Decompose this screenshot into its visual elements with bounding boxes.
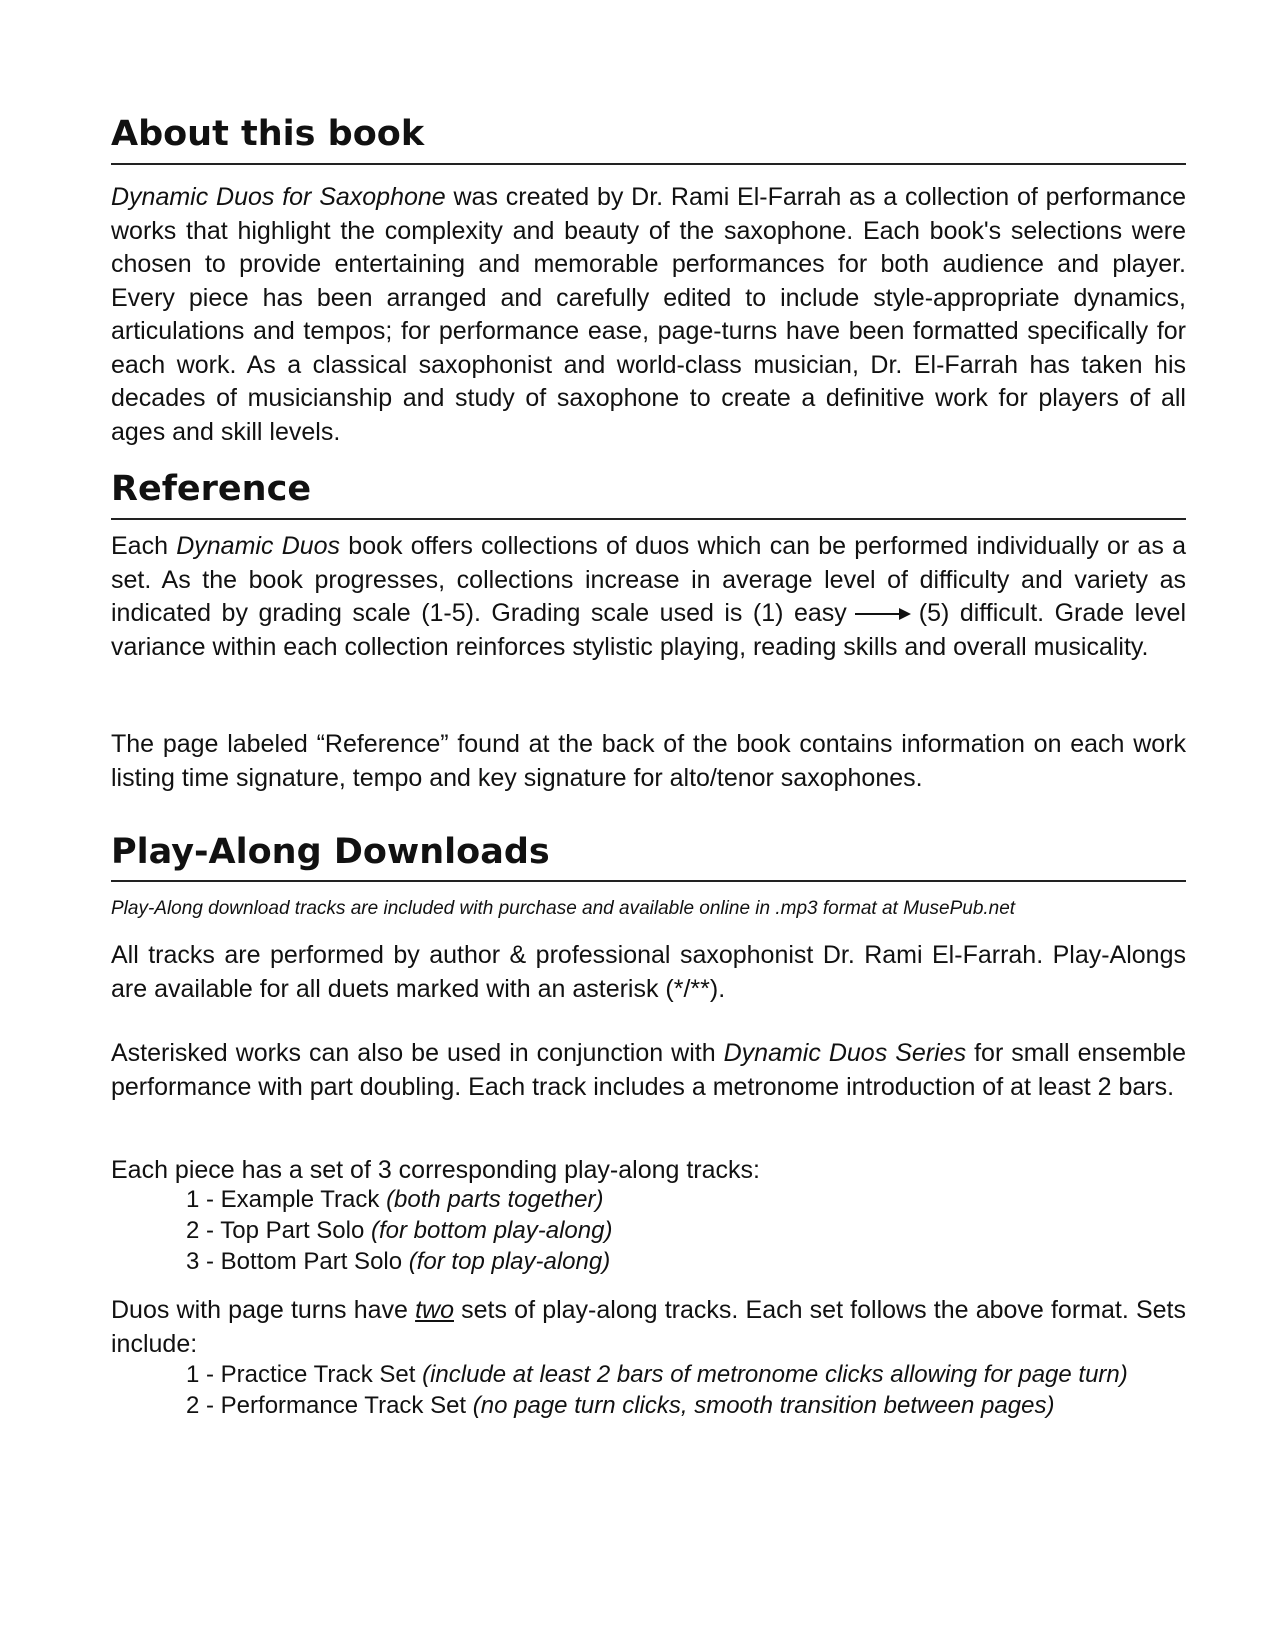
series-title: Dynamic Duos bbox=[176, 532, 341, 560]
playalong-heading: Play-Along Downloads bbox=[111, 832, 550, 872]
about-rule bbox=[111, 163, 1186, 165]
arrow-right-icon bbox=[853, 607, 913, 621]
playalong-paragraph-4 bbox=[111, 1294, 1186, 1361]
list-item bbox=[186, 1390, 1261, 1421]
set-note: (no page turn clicks, smooth transition between pages) bbox=[472, 1392, 1055, 1419]
reference-paragraph-2: The page labeled “Reference” found at the back of the book contains information on each work listing time signature, tempo and key signature for alto/tenor saxophones. bbox=[111, 730, 1186, 792]
set-label: 1 - Practice Track Set bbox=[186, 1361, 423, 1388]
playalong-paragraph-2 bbox=[111, 1037, 1186, 1104]
download-note: Play-Along download tracks are included with purchase and available online in .mp3 format at MusePub.net bbox=[111, 898, 1016, 919]
about-body: was created by Dr. Rami El-Farrah as a collection of performance works that highlight the complexity and beauty of the saxophone. Each book's selections were chosen to provide entertaining and memorable performances for both audience and player. Every piece has been arranged and carefully edited to include style-appropriate dynamics, articulations and tempos; for performance ease, page-turns have been formatted specifically for each work. As a classical saxophonist and world-class musician, Dr. El-Farrah has taken his decades of musicianship and study of saxophone to create a definitive work for players of all ages and skill levels. bbox=[111, 183, 1186, 446]
playalong-p2-end: for small ensemble performance with part doubling. Each track includes a metronome introduction of at least 2 bars. bbox=[111, 1039, 1187, 1101]
playalong-p4-start: Duos with page turns have bbox=[111, 1296, 416, 1324]
emphasis-two: two bbox=[415, 1296, 454, 1324]
list-item bbox=[186, 1359, 1261, 1390]
list-item bbox=[186, 1215, 1261, 1246]
track-list bbox=[111, 1184, 1261, 1277]
reference-p1-end: (5) difficult. Grade level variance within each collection reinforces stylistic playing, reading skills and overall musicality. bbox=[111, 599, 1186, 661]
track-label: 1 - Example Track bbox=[186, 1186, 387, 1213]
reference-heading: Reference bbox=[111, 469, 312, 509]
track-note: (for top play-along) bbox=[408, 1248, 611, 1275]
track-note: (both parts together) bbox=[386, 1186, 604, 1213]
set-list bbox=[111, 1359, 1261, 1421]
list-item bbox=[186, 1184, 1261, 1215]
reference-p1-start: Each bbox=[111, 532, 177, 560]
playalong-paragraph-3: Each piece has a set of 3 corresponding play-along tracks: bbox=[111, 1156, 760, 1184]
series-name: Dynamic Duos Series bbox=[723, 1039, 967, 1067]
track-label: 3 - Bottom Part Solo bbox=[186, 1248, 409, 1275]
reference-paragraph-1 bbox=[111, 530, 1186, 664]
reference-rule bbox=[111, 518, 1186, 520]
playalong-p4-end: sets of play-along tracks. Each set follows the above format. Sets include: bbox=[111, 1296, 1186, 1358]
list-item bbox=[186, 1246, 1261, 1277]
reference-p1-mid: book offers collections of duos which can be performed individually or as a set. As the book progresses, collections increase in average level of difficulty and variety as indicated by grading scale (1-5). Grading scale used is (1) easy bbox=[111, 532, 1186, 627]
track-label: 2 - Top Part Solo bbox=[186, 1217, 371, 1244]
set-note: (include at least 2 bars of metronome clicks allowing for page turn) bbox=[422, 1361, 1128, 1388]
playalong-paragraph-1: All tracks are performed by author & professional saxophonist Dr. Rami El-Farrah. Play-Alongs are available for all duets marked with an asterisk (*/**). bbox=[111, 941, 1186, 1003]
playalong-rule bbox=[111, 880, 1186, 882]
book-title: Dynamic Duos for Saxophone bbox=[111, 183, 446, 211]
about-paragraph bbox=[111, 181, 1186, 449]
about-heading: About this book bbox=[111, 114, 425, 154]
track-note: (for bottom play-along) bbox=[371, 1217, 613, 1244]
playalong-p2-start: Asterisked works can also be used in conjunction with bbox=[111, 1039, 724, 1067]
set-label: 2 - Performance Track Set bbox=[186, 1392, 473, 1419]
